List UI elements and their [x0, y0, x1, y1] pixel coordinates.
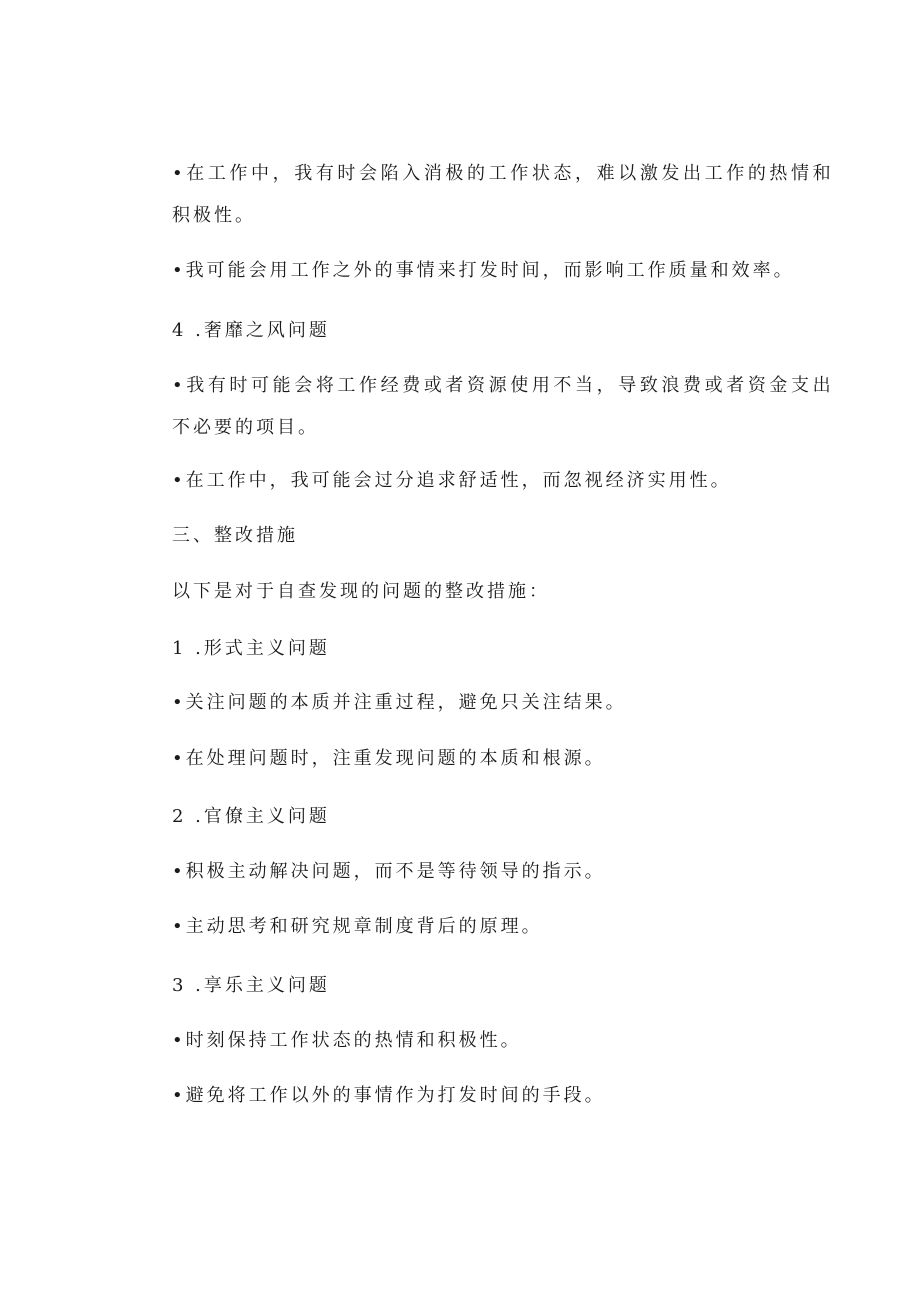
bullet-proactive: •积极主动解决问题，而不是等待领导的指示。	[172, 861, 606, 882]
bullet-negative-state-cont: 积极性。	[172, 205, 256, 226]
bullet-resource-misuse-cont: 不必要的项目。	[172, 417, 319, 438]
bullet-resource-misuse: •我有时可能会将工作经费或者资源使用不当，导致浪费或者资金支出	[172, 375, 835, 396]
bullet-comfort: •在工作中，我可能会过分追求舒适性，而忽视经济实用性。	[172, 470, 732, 491]
bullet-focus-process: •关注问题的本质并注重过程，避免只关注结果。	[172, 692, 627, 713]
bullet-negative-state: •在工作中，我有时会陷入消极的工作状态，难以激发出工作的热情和	[172, 163, 835, 184]
section-heading-rectification: 三、整改措施	[172, 525, 298, 546]
intro-rectification: 以下是对于自查发现的问题的整改措施：	[172, 581, 550, 602]
section-heading-formalism: 1 .形式主义问题	[172, 638, 330, 659]
bullet-study-rules: •主动思考和研究规章制度背后的原理。	[172, 916, 543, 937]
bullet-enthusiasm: •时刻保持工作状态的热情和积极性。	[172, 1030, 522, 1051]
bullet-avoid-distraction: •避免将工作以外的事情作为打发时间的手段。	[172, 1085, 606, 1106]
bullet-time-wasting: •我可能会用工作之外的事情来打发时间，而影响工作质量和效率。	[172, 260, 795, 281]
bullet-root-cause: •在处理问题时，注重发现问题的本质和根源。	[172, 748, 606, 769]
section-heading-hedonism: 3 .享乐主义问题	[172, 975, 330, 996]
section-heading-extravagance: 4 .奢靡之风问题	[172, 320, 330, 341]
section-heading-bureaucracy: 2 .官僚主义问题	[172, 806, 330, 827]
